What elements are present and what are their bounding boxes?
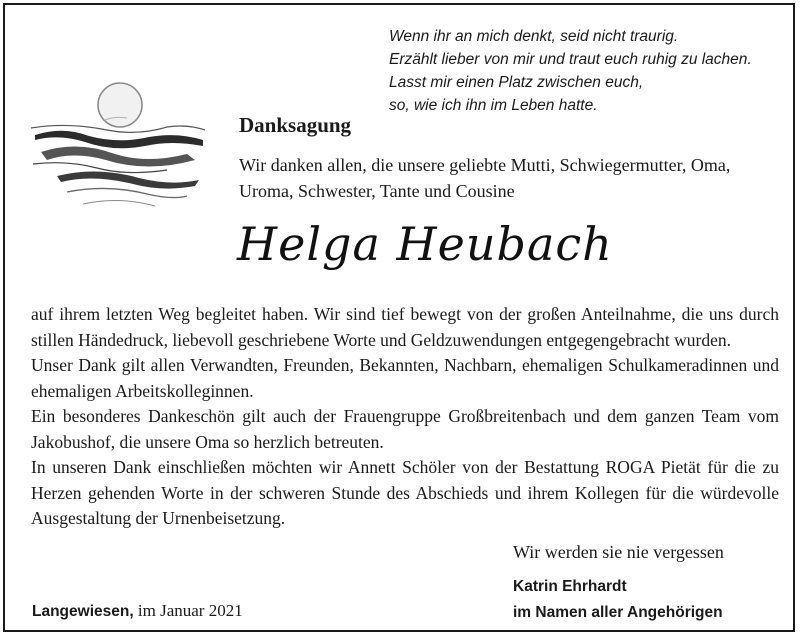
body-paragraph: In unseren Dank einschließen möchten wir Annett Schöler von der Bestattung ROGA Pietät für die zu Herzen gehenden Worte in der schweren Stunde des Abschieds und ihrem Kollegen für die würdevolle Ausgestaltung der Urnenbeisetzung. — [31, 457, 779, 528]
body-text — [31, 302, 779, 532]
deceased-name: Helga Heubach — [237, 217, 613, 271]
place-city: Langewiesen, — [32, 603, 134, 620]
poem-line: Lasst mir einen Platz zwischen euch, — [389, 74, 644, 91]
signature-note: im Namen aller Angehörigen — [513, 604, 723, 621]
sun-over-mountains-icon — [27, 80, 207, 215]
body-paragraph: Unser Dank gilt allen Verwandten, Freunden, Bekannten, Nachbarn, ehemaligen Schulkameradinnen und ehemaligen Arbeitskolleginnen. — [31, 355, 779, 401]
poem-line: Erzählt lieber von mir und traut euch ruhig zu lachen. — [389, 51, 752, 68]
poem-line: so, wie ich ihn im Leben hatte. — [389, 97, 598, 114]
place-date — [32, 601, 243, 621]
intro-line: Uroma, Schwester, Tante und Cousine — [239, 181, 515, 201]
intro-line: Wir danken allen, die unsere geliebte Mutti, Schwiegermutter, Oma, — [239, 155, 731, 175]
signature — [513, 574, 723, 626]
closing-line: Wir werden sie nie vergessen — [513, 542, 724, 562]
body-paragraph: Ein besonderes Dankeschön gilt auch der Frauengruppe Großbreitenbach und dem ganzen Team vom Jakobushof, die unsere Oma so herzlich betreuten. — [31, 406, 779, 452]
place-date-text: im Januar 2021 — [137, 601, 243, 620]
notice-frame — [3, 3, 795, 632]
heading: Danksagung — [239, 113, 352, 137]
poem-line: Wenn ihr an mich denkt, seid nicht traurig. — [389, 28, 679, 45]
intro-text — [239, 152, 799, 204]
poem — [389, 25, 789, 117]
signature-name: Katrin Ehrhardt — [513, 578, 627, 595]
body-paragraph: auf ihrem letzten Weg begleitet haben. Wir sind tief bewegt von der großen Anteilnahme, die uns durch stillen Händedruck, liebevoll geschriebene Worte und Geldzuwendungen entgegengebracht wurden. — [31, 304, 779, 350]
